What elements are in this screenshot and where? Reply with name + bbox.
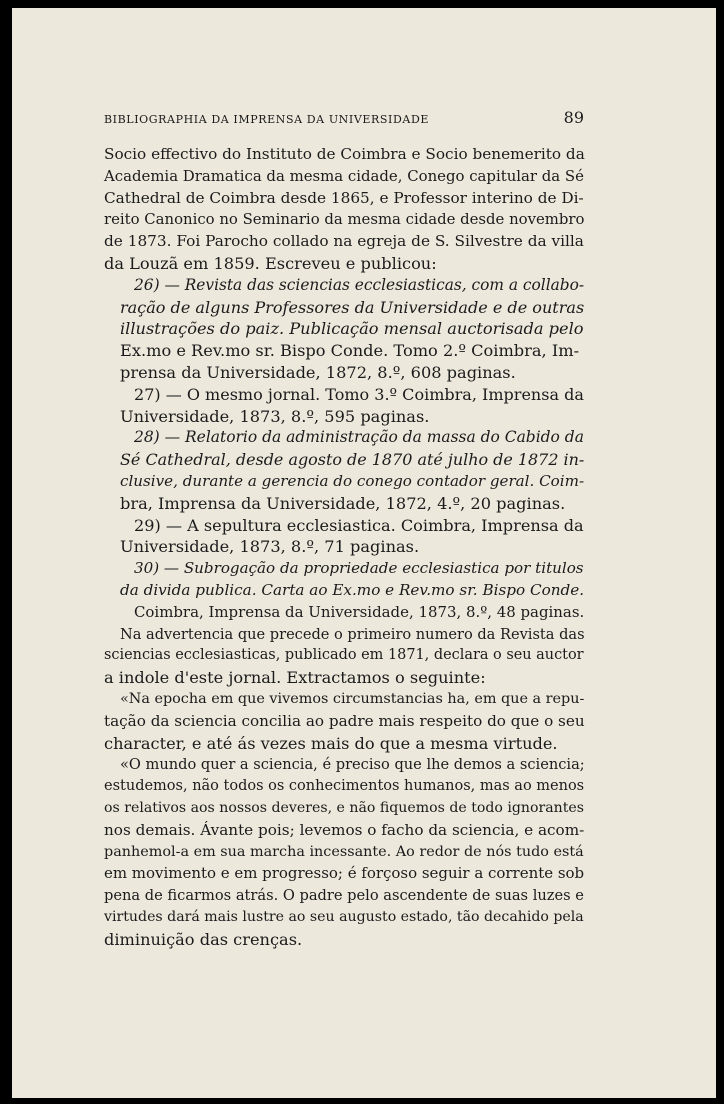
text-line: estudemos, não todos os conhecimentos humanos, mas ao menos	[104, 778, 585, 795]
text-line: character, e até ás vezes mais do que a mesma virtude.	[104, 733, 558, 753]
text-line: a indole d'este jornal. Extractamos o seguinte:	[104, 668, 486, 688]
text-line: os relativos aos nossos deveres, e não fiquemos de todo ignorantes	[104, 799, 585, 816]
text-line: tação da sciencia concilia ao padre mais respeito do que o seu	[104, 711, 585, 730]
text-line: em movimento e em progresso; é forçoso seguir a corrente sob	[104, 864, 585, 883]
bibliography-entry-26	[104, 275, 584, 384]
running-title: BIBLIOGRAPHIA DA IMPRENSA DA UNIVERSIDADE	[104, 113, 430, 126]
text-line: 26) — Revista das sciencias ecclesiasticas, com a collabo-	[134, 275, 585, 294]
text-line: pena de ficarmos atrás. O padre pelo ascendente de suas luzes e	[104, 887, 584, 905]
text-line: nos demais. Ávante pois; levemos o facho da sciencia, e acom-	[104, 820, 585, 839]
text-line: Coimbra, Imprensa da Universidade, 1873, 8.º, 48 paginas.	[134, 602, 585, 621]
bibliography-entry-29	[104, 515, 584, 559]
text-line: 28) — Relatorio da administração da massa do Cabido da	[134, 428, 584, 447]
text-line: reito Canonico no Seminario da mesma cidade desde novembro	[104, 210, 585, 229]
book-page	[12, 8, 716, 1098]
text-line: prensa da Universidade, 1872, 8.º, 608 paginas.	[120, 362, 516, 382]
text-line: illustrações do paiz. Publicação mensal auctorisada pelo	[120, 319, 584, 339]
text-line: «O mundo quer a sciencia, é preciso que lhe demos a sciencia;	[120, 756, 585, 774]
text-line: sciencias ecclesiasticas, publicado em 1871, declara o seu auctor	[104, 647, 584, 664]
text-line: «Na epocha em que vivemos circumstancias ha, em que a repu-	[120, 690, 585, 707]
text-line: de 1873. Foi Parocho collado na egreja de S. Silvestre da villa	[104, 232, 584, 251]
text-line: da divida publica. Carta ao Ex.mo e Rev.mo sr. Bispo Conde.	[120, 580, 585, 599]
text-line: panhemol-a em sua marcha incessante. Ao redor de nós tudo está	[104, 843, 584, 860]
text-line: Academia Dramatica da mesma cidade, Conego capitular da Sé	[104, 166, 584, 185]
bibliography-entry-27	[104, 384, 584, 428]
running-header	[104, 108, 584, 128]
text-line: 27) — O mesmo jornal. Tomo 3.º Coimbra, Imprensa da	[134, 384, 584, 404]
page-text-block	[104, 108, 584, 950]
text-line: clusive, durante a gerencia do conego contador geral. Coim-	[120, 471, 585, 490]
text-line: Universidade, 1873, 8.º, 595 paginas.	[120, 406, 430, 426]
intro-paragraph	[104, 144, 584, 275]
text-line: bra, Imprensa da Universidade, 1872, 4.º, 20 paginas.	[120, 493, 566, 513]
bibliography-entry-30	[104, 558, 584, 623]
text-line: Socio effectivo do Instituto de Coimbra e Socio benemerito da	[104, 145, 585, 163]
text-line: Universidade, 1873, 8.º, 71 paginas.	[120, 537, 420, 557]
text-line: da Louzã em 1859. Escreveu e publicou:	[104, 253, 437, 273]
text-line: diminuição das crenças.	[104, 929, 303, 949]
text-line: Na advertencia que precede o primeiro numero da Revista das	[120, 625, 585, 643]
text-line: 29) — A sepultura ecclesiastica. Coimbra, Imprensa da	[134, 515, 584, 535]
text-line: virtudes dará mais lustre ao seu augusto estado, tão decahido pela	[104, 908, 584, 925]
page-number: 89	[563, 108, 584, 127]
text-line: ração de alguns Professores da Universidade e de outras	[120, 297, 585, 317]
text-line: Cathedral de Coimbra desde 1865, e Professor interino de Di-	[104, 188, 584, 207]
quote-paragraph-2	[104, 754, 584, 950]
text-line: 30) — Subrogação da propriedade ecclesiastica por titulos	[134, 559, 584, 578]
quote-paragraph-1	[104, 689, 584, 754]
text-line: Sé Cathedral, desde agosto de 1870 até julho de 1872 in-	[120, 450, 585, 470]
commentary-paragraph	[104, 624, 584, 689]
text-line: Ex.mo e Rev.mo sr. Bispo Conde. Tomo 2.º Coimbra, Im-	[120, 341, 580, 361]
bibliography-entry-28	[104, 427, 584, 514]
